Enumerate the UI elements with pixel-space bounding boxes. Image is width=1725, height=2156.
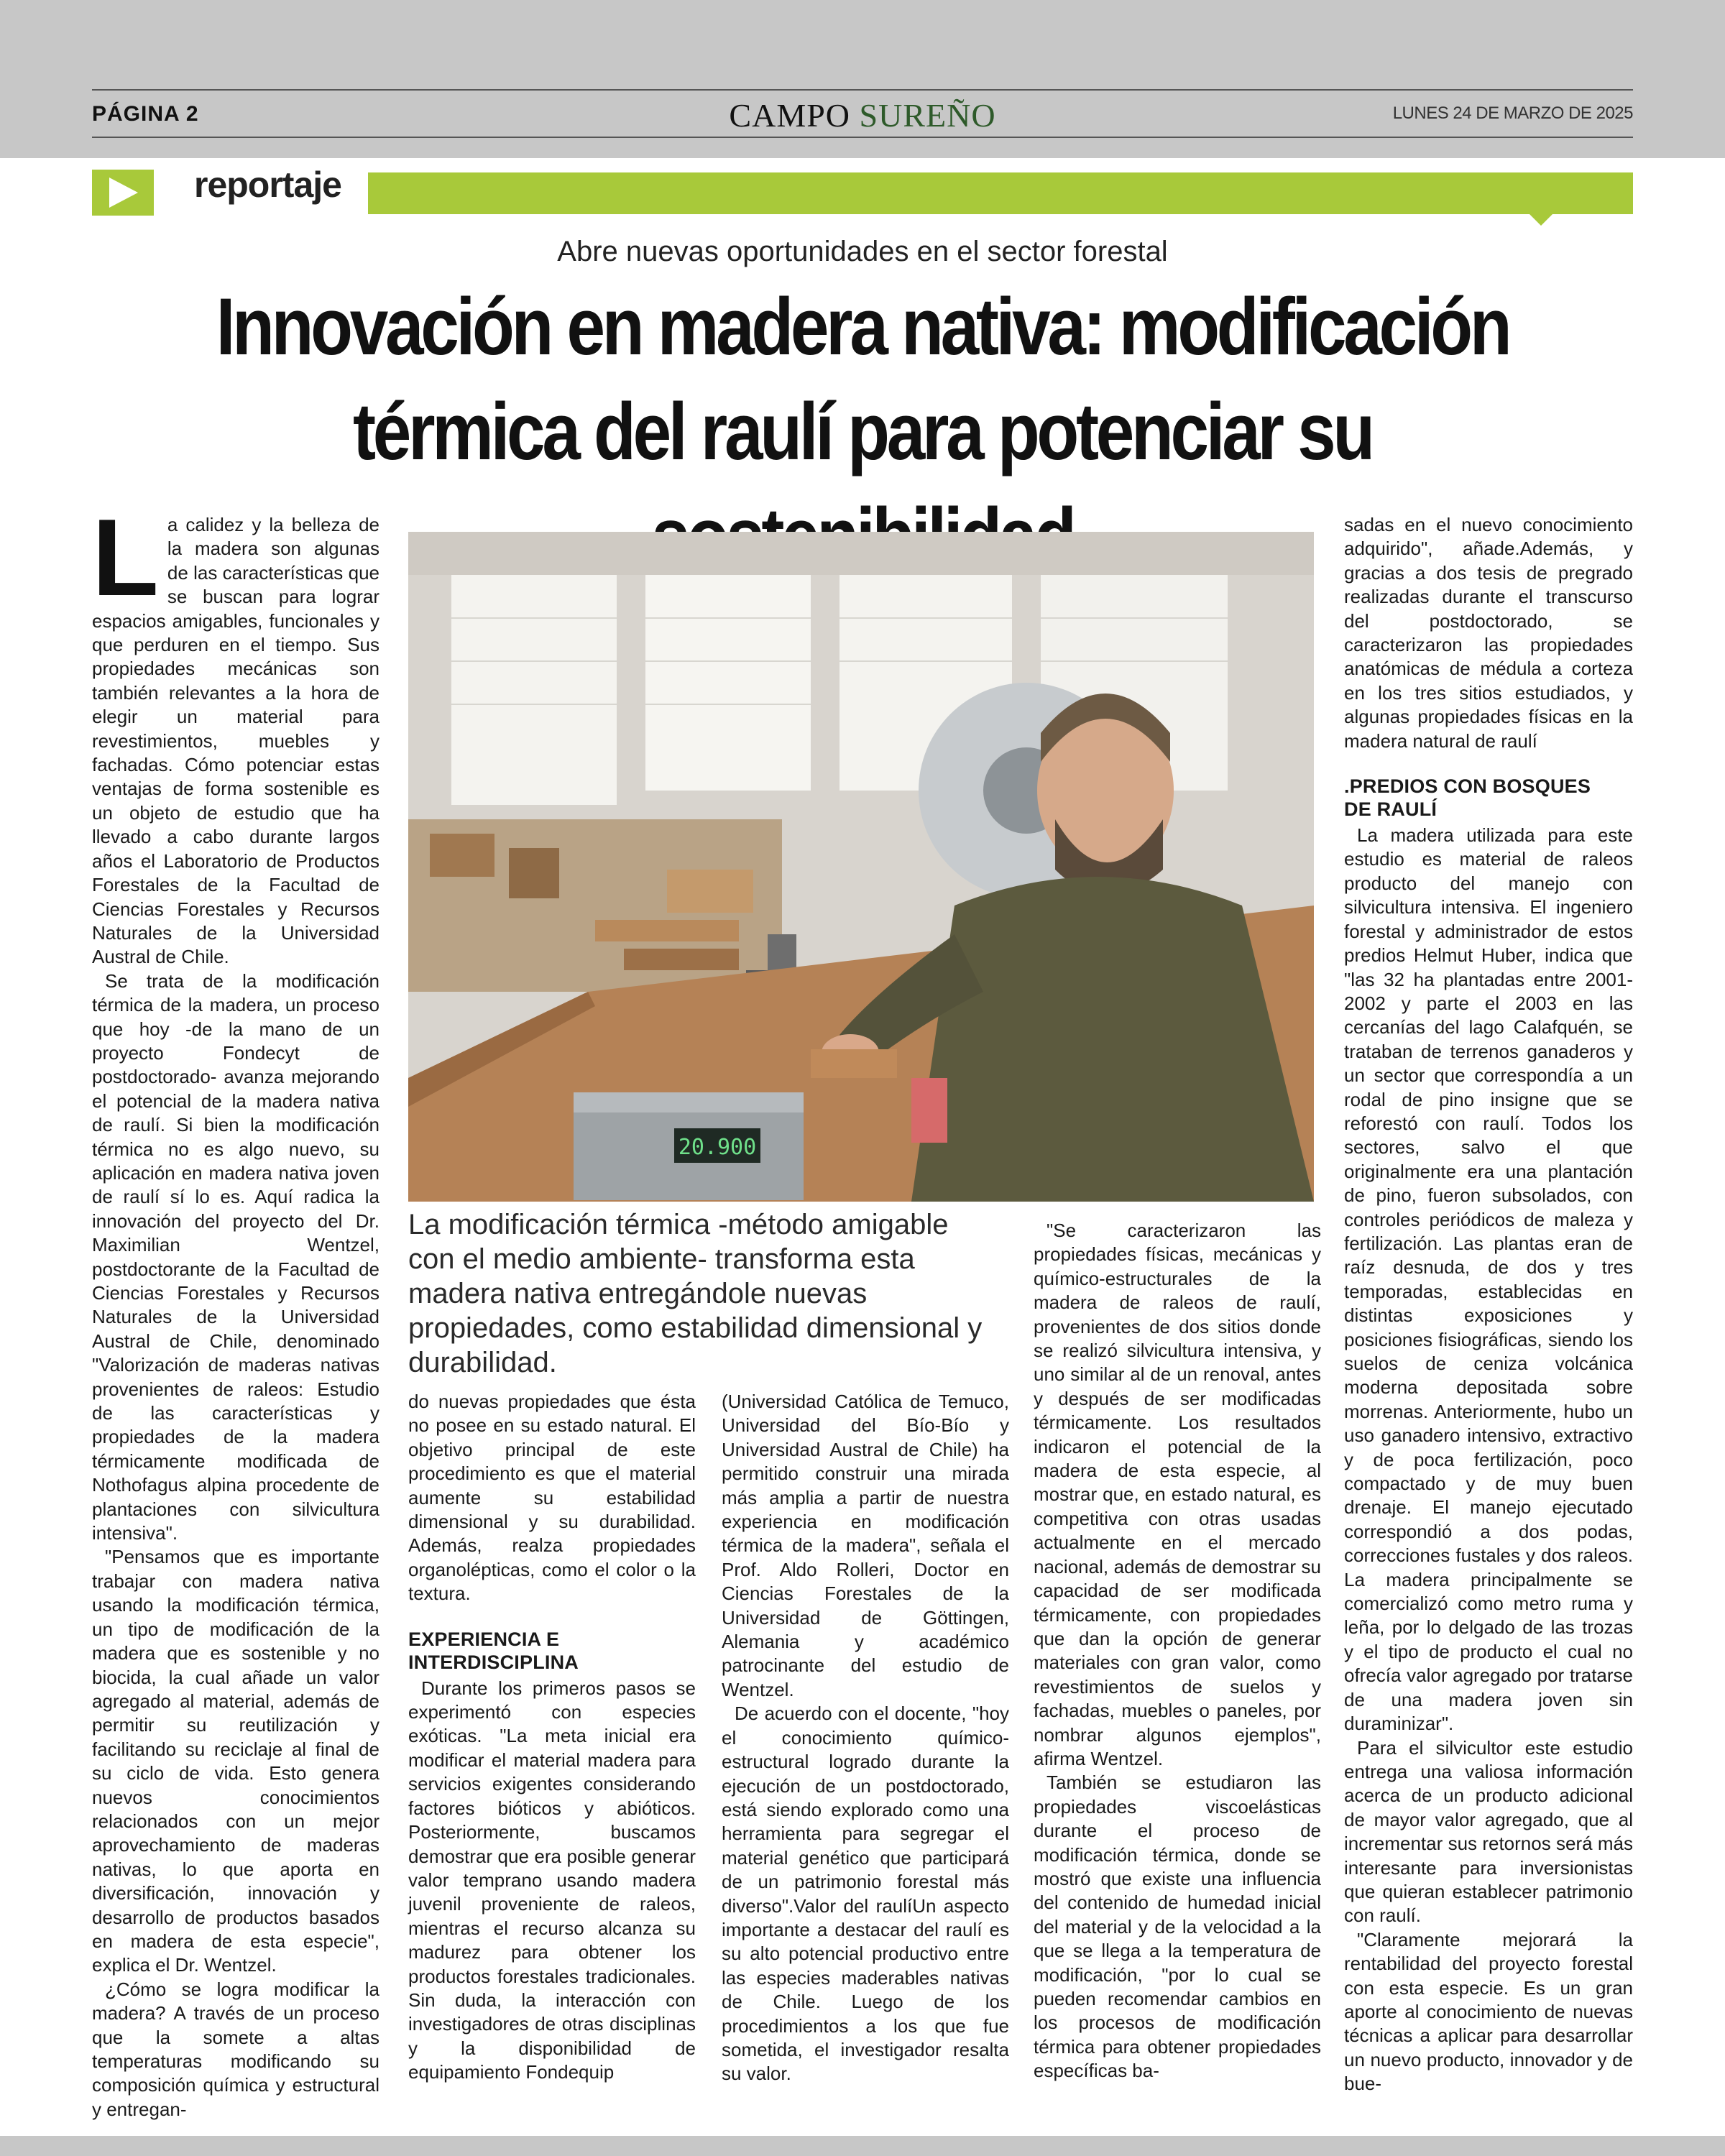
column-3: [722, 1390, 1009, 2086]
paragraph: También se estudiaron las propiedades viscoelásticas durante el proceso de modificación térmica, donde se mostró que existe una influencia del contenido de humedad inicial del material y de la velocidad a la que se llega a la temperatura de modificación, "por lo cual se pueden recomendar cambios en los procesos de modificación térmica para obtener propiedades específicas ba-: [1034, 1772, 1321, 2082]
paragraph: "Se caracterizaron las propiedades físicas, mecánicas y químico-estructurales de la madera de raleos de raulí, provenientes de dos sitios donde se realizó silvicultura intensiva, y uno similar al de un renoval, antes y después de ser modificadas térmicamente. Los resultados indicaron el potencial de la madera de esta especie, al mostrar que, en estado natural, es competitiva con otras usadas actualmente en el mercado nacional, además de demostrar su capacidad de ser modificada térmicamente, con propiedades que dan la opción de generar materiales con gran valor, como revestimientos de suelos y fachadas, muebles o paneles, por nombrar algunos ejemplos", afirma Wentzel.: [1034, 1220, 1321, 1769]
workshop-photo-illustration: [408, 532, 1314, 1202]
paragraph: ¿Cómo se logra modificar la madera? A través de un proceso que la somete a altas temperaturas modificando su composición química y estructural y entregan-: [92, 1978, 380, 2120]
paragraph: Durante los primeros pasos se experimentó con especies exóticas. "La meta inicial era modificar el material madera para servicios exigentes considerando factores bióticos y abióticos. Posteriormente, buscamos demostrar que era posible generar valor temprano usando madera juvenil proveniente de raleos, mientras el recurso alcanza su madurez para obtener los productos forestales tradicionales. Sin duda, la interacción con investigadores de otras disciplinas y la disponibilidad de equipamiento Fondequip: [408, 1677, 696, 2083]
scale-display-text: 20.900: [678, 1135, 757, 1160]
paragraph: do nuevas propiedades que ésta no posee en su estado natural. El objetivo principal de este procedimiento es que el material aumente su estabilidad dimensional y su durabilidad. Además, realza propiedades organolépticas, como el color o la textura.: [408, 1391, 696, 1605]
section-bar-notch: [1530, 214, 1552, 226]
column-1: [92, 497, 380, 2122]
photo-caption: La modificación térmica -método amigable con el medio ambiente- transforma esta madera nativa entregándole nuevas propiedades, como estabilidad dimensional y durabilidad.: [408, 1209, 983, 1378]
article-kicker: Abre nuevas oportunidades en el sector forestal: [557, 236, 1168, 267]
newspaper-name-part1: CAMPO: [729, 97, 851, 134]
page-number: PÁGINA 2: [92, 102, 199, 126]
newspaper-name-part2: SUREÑO: [859, 97, 996, 134]
subhead-line: INTERDISCIPLINA: [408, 1651, 579, 1673]
subhead-experiencia: [408, 1628, 696, 1674]
paragraph: De acuerdo con el docente, "hoy el conocimiento químico-estructural logrado durante la ejecución de un postdoctorado, está siendo explorado como una herramienta para segregar el material genético que participará de un patrimonio forestal más diverso".Valor del raulíUn aspecto importante a destacar del raulí es su alto potencial productivo entre las especies maderables nativas de Chile. Luego de los procedimientos a los que fue sometida, el investigador resalta su valor.: [722, 1703, 1009, 2085]
issue-date: LUNES 24 DE MARZO DE 2025: [1392, 103, 1633, 123]
play-triangle-icon: [109, 178, 138, 208]
column-5: [1344, 513, 1633, 2096]
subhead-line: DE RAULÍ: [1344, 798, 1438, 821]
subhead-line: .PREDIOS CON BOSQUES: [1344, 775, 1591, 798]
section-bar: [368, 172, 1633, 214]
bottom-margin-band: [0, 2136, 1725, 2156]
column-4: [1034, 1219, 1321, 2083]
subhead-predios: [1344, 775, 1633, 821]
headline-line-2: térmica del raulí para potenciar su: [353, 387, 1372, 476]
column-2: [408, 1390, 696, 2085]
headline-line-1: Innovación en madera nativa: modificación: [216, 282, 1509, 372]
paragraph: (Universidad Católica de Temuco, Universidad del Bío-Bío y Universidad Austral de Chile) ha permitido construir una mirada más amplia a partir de nuestra experiencia en modificación térmica de la madera", señala el Prof. Aldo Rolleri, Doctor en Ciencias Forestales de la Universidad de Göttingen, Alemania y académico patrocinante del estudio de Wentzel.: [722, 1391, 1009, 1700]
newspaper-page: [0, 158, 1725, 2136]
paragraph: La madera utilizada para este estudio es material de raleos producto del manejo con silvicultura intensiva. El ingeniero forestal y administrador de estos predios Helmut Huber, indica que "las 32 ha plantadas entre 2001-2002 y parte el 2003 en las cercanías del lago Calafquén, se trataban de terrenos ganaderos y un sector que correspondía a un rodal de pino insigne que se reforestó con raulí. Todos los sectores, salvo el que originalmente era una plantación de pino, fueron subsolados, con controles periódicos de maleza y fertilización. Las plantas eran de raíz desnuda, de dos y tres temporadas, establecidas en distintas exposiciones y posiciones fisiográficas, siendo los suelos de ceniza volcánica moderna depositada sobre morrenas. Anteriormente, hubo un uso ganadero intensivo, extractivo y de poca fertilización, poco compactado y de muy buen drenaje. El manejo ejecutado correspondió a dos podas, correcciones fustales y dos raleos. La madera principalmente se comercializó como metro ruma y leña, por lo delgado de las trozas y el tipo de producto el cual no ofrecía valor agregado por tratarse de una madera joven sin duraminizar".: [1344, 824, 1633, 1735]
article-photo: [408, 532, 1314, 1202]
paragraph: Se trata de la modificación térmica de la madera, un proceso que hoy -de la mano de un proyecto Fondecyt de postdoctorado- avanza mejorando el potencial de la madera nativa de raulí. Si bien la modificación térmica no es algo nuevo, su aplicación en madera nativa joven de raulí sí lo es. Aquí radica la innovación del proyecto del Dr. Maximilian Wentzel, postdoctorante de la Facultad de Ciencias Forestales y Recursos Naturales de la Universidad Austral de Chile, denominado "Valorización de maderas nativas provenientes de raleos: Estudio de las características y propiedades de la madera térmicamente modificada de Nothofagus alpina procedente de plantaciones con silvicultura intensiva".: [92, 969, 380, 1544]
paragraph: "Claramente mejorará la rentabilidad del proyecto forestal con esta especie. Es un gran aporte al conocimiento de nuevas técnicas a aplicar para desarrollar un nuevo producto, innovador y de bue-: [1344, 1928, 1633, 2095]
drop-cap: L: [92, 497, 159, 619]
header-rule-top: [92, 89, 1633, 91]
section-label: reportaje: [194, 165, 341, 205]
paragraph: Para el silvicultor este estudio entrega una valiosa información acerca de un producto adicional de mayor valor agregado, que al incrementar sus retornos será más interesante para inversionistas que quieran establecer patrimonio con raulí.: [1344, 1736, 1633, 1927]
paragraph: sadas en el nuevo conocimiento adquirido", añade.Además, y gracias a dos tesis de pregrado realizadas durante el transcurso del postdoctorado, se caracterizaron las propiedades anatómicas de médula a corteza en los tres sitios estudiados, y algunas propiedades físicas en la madera natural de raulí: [1344, 514, 1633, 752]
paragraph: a calidez y la belleza de la madera son algunas de las características que se buscan para lograr espacios amigables, funcionales y que perduren en el tiempo. Sus propiedades mecánicas son también relevantes a la hora de elegir un material para revestimientos, muebles y fachadas. Cómo potenciar estas ventajas de forma sostenible es un objeto de estudio que ha llevado a cabo durante largos años el Laboratorio de Productos Forestales de la Facultad de Ciencias Forestales y Recursos Naturales de la Universidad Austral de Chile.: [92, 514, 380, 968]
header-rule-bottom: [92, 137, 1633, 138]
top-margin-band: [0, 0, 1725, 158]
paragraph: "Pensamos que es importante trabajar con madera nativa usando la modificación térmica, un tipo de modificación de la madera que es sostenible y no biocida, la cual añade un valor agregado al material, además de permitir su reutilización y facilitando su reciclaje al final de su ciclo de vida. Esto genera nuevos conocimientos relacionados con un mejor aprovechamiento de maderas nativas, lo que aporta en diversificación, innovación y desarrollo de productos basados en madera de esta especie", explica el Dr. Wentzel.: [92, 1546, 380, 1976]
subhead-line: EXPERIENCIA E: [408, 1628, 560, 1650]
